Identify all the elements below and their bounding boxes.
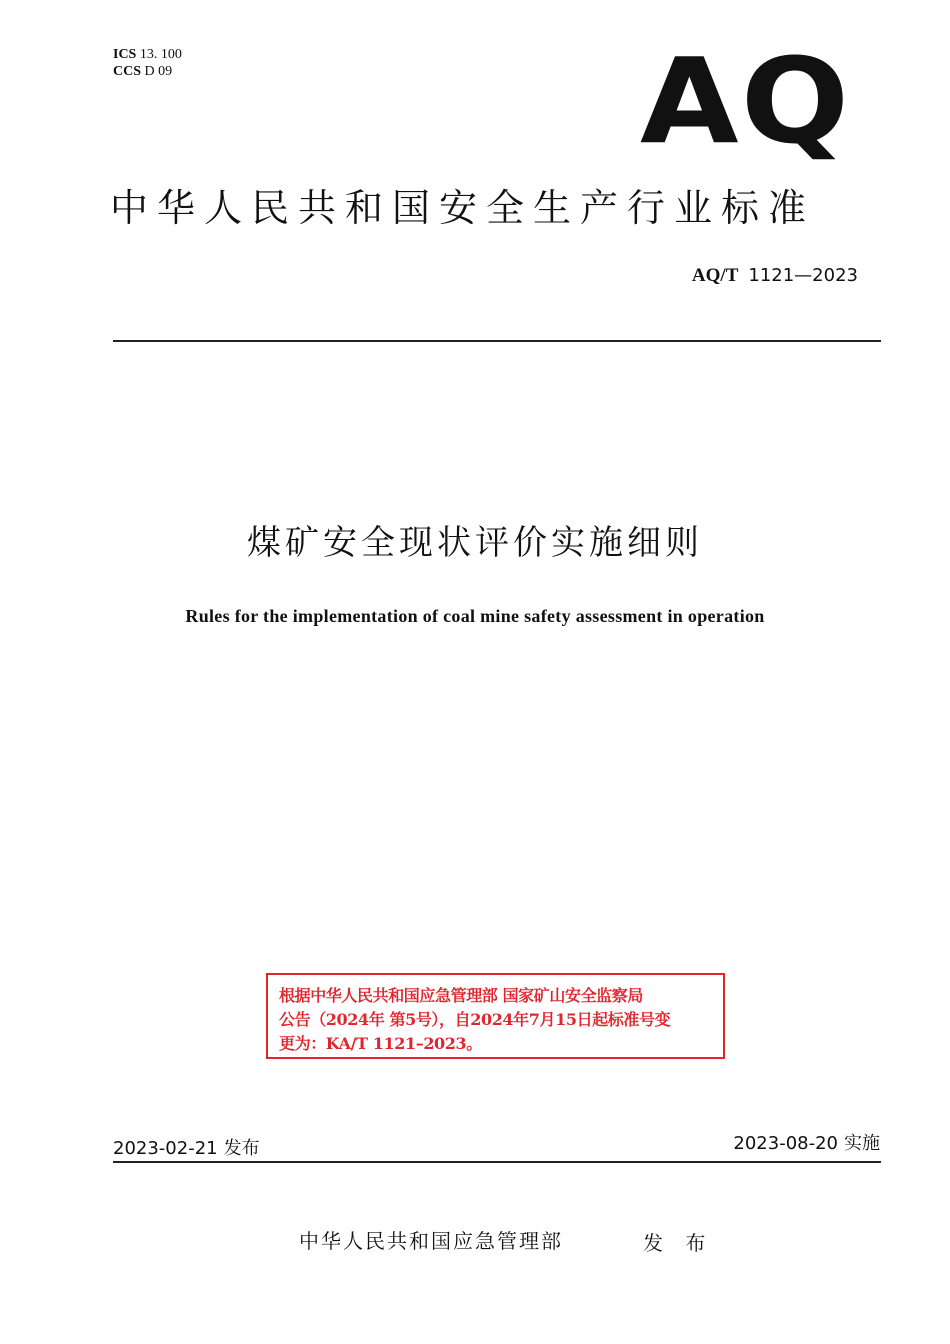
bottom-divider [113, 1161, 881, 1163]
standard-code-number: 1121—2023 [748, 265, 858, 286]
issue-label: 发布 [223, 1138, 260, 1159]
notice-line-3: 更为：KA/T 1121–2023。 [279, 1034, 482, 1053]
issue-date-block [113, 1136, 260, 1162]
top-divider [113, 340, 881, 342]
ics-label: ICS [113, 47, 137, 62]
ccs-label: CCS [113, 64, 142, 79]
classification-codes [113, 46, 182, 80]
ccs-line [113, 63, 182, 80]
standard-code-prefix: AQ/T [691, 265, 739, 286]
ccs-code: D 09 [144, 64, 173, 79]
effective-date: 2023-08-20 [733, 1133, 838, 1154]
notice-line-1: 根据中华人民共和国应急管理部 国家矿山安全监察局 [279, 986, 643, 1005]
issue-date: 2023-02-21 [113, 1138, 218, 1159]
notice-line-2: 公告（2024年 第5号），自2024年7月15日起标准号变 [279, 1010, 671, 1029]
effective-label: 实施 [844, 1133, 880, 1154]
effective-date-block [733, 1131, 880, 1157]
document-title-en: Rules for the implementation of coal mine safety assessment in operation [185, 606, 765, 626]
aq-logo: AQ [640, 32, 852, 170]
publish-verb: 发 布 [643, 1231, 714, 1255]
document-title-cn: 煤矿安全现状评价实施细则 [247, 523, 703, 563]
ics-code: 13. 100 [139, 47, 182, 62]
standard-type-heading: 中华人民共和国安全生产行业标准 [110, 186, 816, 230]
standard-code [692, 263, 858, 289]
publisher-name: 中华人民共和国应急管理部 [299, 1229, 563, 1253]
renumbering-notice-stamp [266, 973, 725, 1059]
ics-line [113, 46, 182, 63]
